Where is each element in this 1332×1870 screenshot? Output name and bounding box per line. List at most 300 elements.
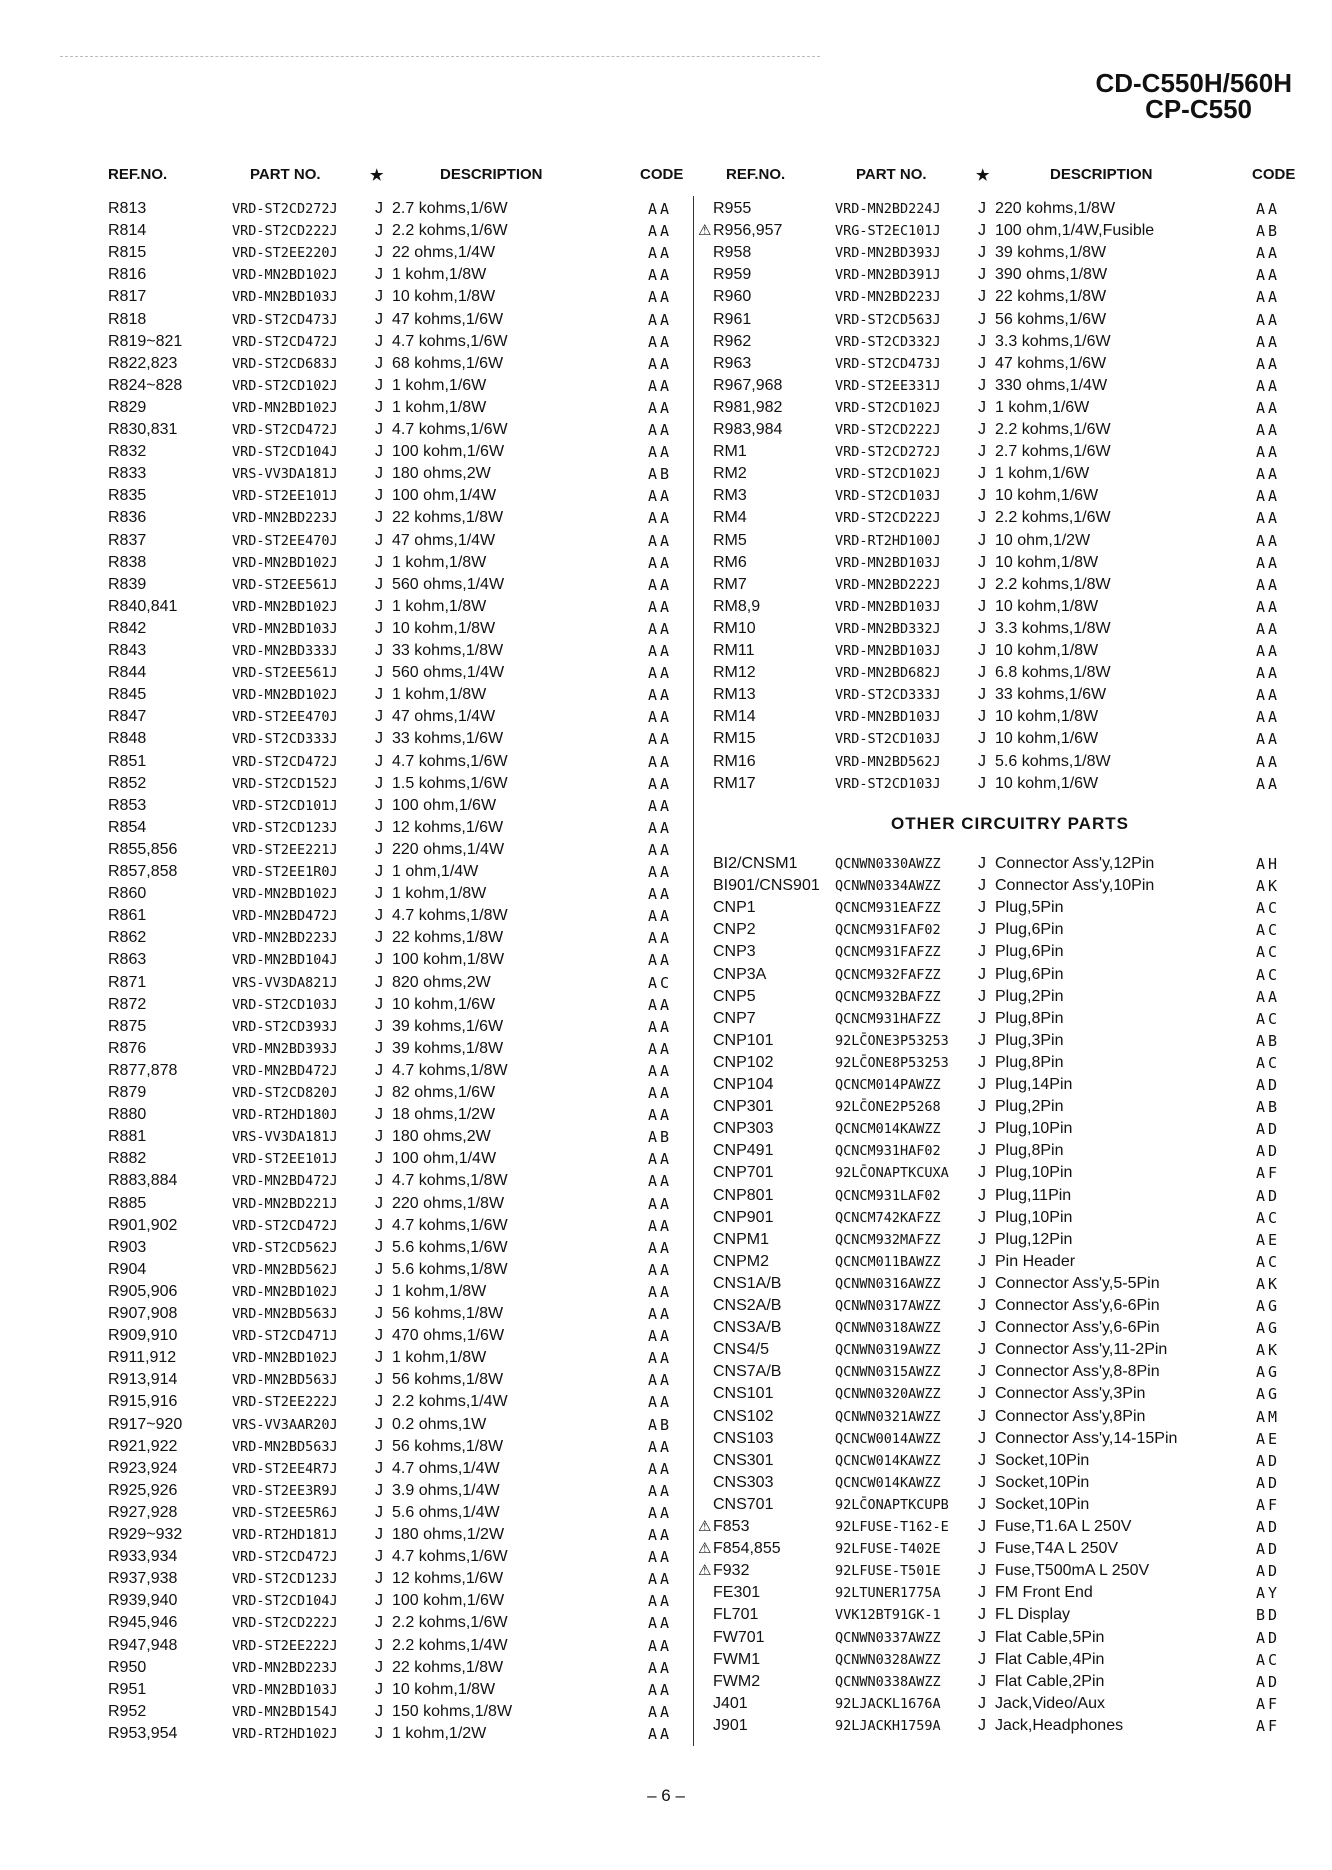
code: AA xyxy=(648,288,673,307)
ref-no: R835 xyxy=(108,487,147,505)
part-no: VRD-ST2CD472J xyxy=(232,333,338,350)
description: 5.6 kohms,1/6W xyxy=(392,1238,508,1256)
part-no: VRD-ST2CD222J xyxy=(835,422,941,438)
table-row xyxy=(0,1008,1332,1030)
description: 56 kohms,1/8W xyxy=(392,1437,504,1455)
ref-no: CNP303 xyxy=(713,1120,774,1138)
header-part: PART NO. xyxy=(250,166,321,183)
code: AA xyxy=(648,1702,673,1721)
code: AA xyxy=(648,1481,673,1500)
description: 22 kohms,1/8W xyxy=(392,1658,504,1676)
ref-no: R816 xyxy=(108,266,147,284)
part-no: VRD-MN2BD223J xyxy=(835,289,941,306)
mark: J xyxy=(375,929,383,947)
ref-no: R853 xyxy=(108,796,147,814)
table-row xyxy=(0,964,1332,986)
part-no: VRD-ST2CD473J xyxy=(232,311,338,328)
mark: J xyxy=(375,1636,383,1654)
part-no: VRD-MN2BD562J xyxy=(835,753,941,770)
ref-no: R881 xyxy=(108,1128,147,1146)
part-no: VRD-ST2EE222J xyxy=(232,1637,338,1654)
ref-no: R915,916 xyxy=(108,1393,178,1411)
part-no: VRD-ST2EE3R9J xyxy=(232,1482,338,1499)
part-no: VRD-MN2BD103J xyxy=(232,620,338,637)
ref-no: RM15 xyxy=(713,730,756,748)
safety-warning-icon: ⚠ xyxy=(698,1562,712,1580)
ref-no: R952 xyxy=(108,1702,147,1720)
ref-no: R840,841 xyxy=(108,597,178,615)
ref-no: R851 xyxy=(108,752,147,770)
mark: J xyxy=(375,1481,383,1499)
description: Socket,10Pin xyxy=(995,1473,1090,1491)
header-part-right: PART NO. xyxy=(856,166,927,183)
table-row xyxy=(0,1671,1332,1693)
mark: J xyxy=(978,855,986,872)
code: AE xyxy=(1256,1429,1281,1448)
mark: J xyxy=(375,1503,383,1521)
table-row xyxy=(0,919,1332,941)
header-ref: REF.NO. xyxy=(108,166,168,183)
description: 10 kohm,1/8W xyxy=(995,597,1099,615)
mark: J xyxy=(978,921,986,939)
part-no: VRD-ST2CD104J xyxy=(232,444,338,461)
mark: J xyxy=(978,730,986,748)
code: AA xyxy=(648,885,673,904)
code: AA xyxy=(648,1017,673,1036)
code: AD xyxy=(1256,1451,1281,1470)
table-row xyxy=(0,897,1332,919)
mark: J xyxy=(375,1106,383,1124)
description: 220 ohms,1/4W xyxy=(392,840,505,858)
mark: J xyxy=(978,1164,986,1182)
mark: J xyxy=(375,1172,383,1190)
part-no: QCNCW014KAWZZ xyxy=(835,1474,941,1491)
mark: J xyxy=(978,1252,986,1270)
part-no: VRG-ST2EC101J xyxy=(835,223,941,240)
part-no: VRS-VV3DA821J xyxy=(232,974,338,991)
part-no: QCNCW0014AWZZ xyxy=(835,1430,941,1447)
mark: J xyxy=(375,1238,383,1256)
table-row xyxy=(0,817,693,839)
ref-no: R911,912 xyxy=(108,1349,177,1367)
safety-warning-icon: ⚠ xyxy=(698,222,712,240)
table-row xyxy=(0,507,1332,529)
description: 33 kohms,1/8W xyxy=(392,642,504,659)
part-no: VRD-RT2HD180J xyxy=(232,1107,338,1124)
table-row xyxy=(0,1450,1332,1472)
part-no: QCNCM931FAFZZ xyxy=(835,944,941,961)
mark: J xyxy=(978,200,986,217)
table-row xyxy=(0,1649,1332,1671)
ref-no: R845 xyxy=(108,686,147,704)
code: AA xyxy=(648,730,673,749)
ref-no: R956,957 xyxy=(713,222,783,240)
part-no: VRD-MN2BD102J xyxy=(232,554,338,571)
table-row xyxy=(0,1560,1332,1582)
code: AC xyxy=(1256,1053,1281,1072)
table-row xyxy=(0,986,1332,1008)
table-row xyxy=(0,1693,1332,1715)
table-row xyxy=(0,1162,1332,1184)
code: AA xyxy=(1256,332,1281,351)
description: FL Display xyxy=(995,1606,1070,1624)
part-no: VVK12BT91GK-1 xyxy=(835,1607,941,1624)
table-row xyxy=(0,1627,1332,1649)
code: AA xyxy=(648,774,673,793)
ref-no: R863 xyxy=(108,951,147,969)
ref-no: BI901/CNS901 xyxy=(713,877,820,895)
mark: J xyxy=(375,818,383,836)
code: AA xyxy=(648,354,673,373)
code: AY xyxy=(1256,1584,1281,1603)
ref-no: R817 xyxy=(108,288,147,306)
part-no: VRD-ST2CD472J xyxy=(232,753,338,770)
code: AK xyxy=(1256,1341,1281,1360)
description: Connector Ass'y,6-6Pin xyxy=(995,1297,1160,1314)
description: Connector Ass'y,11-2Pin xyxy=(995,1341,1168,1359)
ref-no: R917~920 xyxy=(108,1415,183,1433)
part-no: QCNWN0338AWZZ xyxy=(835,1673,941,1690)
table-row xyxy=(0,773,1332,795)
description: 10 kohm,1/6W xyxy=(995,774,1099,792)
code: AA xyxy=(648,1084,673,1102)
table-row xyxy=(0,1582,1332,1604)
table-row xyxy=(0,1604,1332,1626)
ref-no: R953,954 xyxy=(108,1724,178,1742)
part-no: VRD-ST2CD272J xyxy=(232,201,338,217)
table-row xyxy=(0,1074,1332,1096)
part-no: VRD-ST2CD102J xyxy=(835,399,941,416)
mark: J xyxy=(375,1724,383,1742)
description: Plug,8Pin xyxy=(995,1009,1064,1027)
code: AA xyxy=(1256,288,1281,307)
mark: J xyxy=(978,1628,986,1646)
ref-no: CNP5 xyxy=(713,987,756,1005)
mark: J xyxy=(375,1459,383,1477)
table-row xyxy=(0,1030,1332,1052)
code: AA xyxy=(648,1282,673,1301)
mark: J xyxy=(375,222,383,240)
mark: J xyxy=(375,1061,383,1079)
description: 22 kohms,1/8W xyxy=(392,509,504,527)
mark: J xyxy=(978,1009,986,1027)
part-no: VRD-MN2BD472J xyxy=(232,1173,338,1190)
code: AA xyxy=(648,951,673,970)
code: AD xyxy=(1256,1473,1281,1492)
mark: J xyxy=(978,1716,986,1734)
part-no: VRD-ST2CD103J xyxy=(835,775,941,792)
description: 10 kohm,1/8W xyxy=(995,708,1099,726)
ref-no: CNP701 xyxy=(713,1164,774,1182)
mark: J xyxy=(978,1274,986,1292)
mark: J xyxy=(978,1562,986,1580)
part-no: VRD-RT2HD100J xyxy=(835,532,941,549)
part-no: VRD-MN2BD332J xyxy=(835,620,941,637)
part-no: QCNCM014PAWZZ xyxy=(835,1077,941,1093)
mark: J xyxy=(978,987,986,1005)
mark: J xyxy=(375,1216,383,1234)
part-no: VRD-MN2BD103J xyxy=(835,643,941,659)
description: 5.6 ohms,1/4W xyxy=(392,1503,500,1521)
mark: J xyxy=(375,1614,383,1632)
part-no: VRD-ST2CD102J xyxy=(835,466,941,483)
part-no: 92LC̄ONAPTKCUXA xyxy=(835,1165,949,1182)
ref-no: RM12 xyxy=(713,664,756,682)
code: AA xyxy=(648,907,673,926)
part-no: 92LFUSE-T162-E xyxy=(835,1519,949,1535)
mark: J xyxy=(978,1341,986,1359)
ref-no: CNS1A/B xyxy=(713,1274,782,1292)
description: 2.7 kohms,1/6W xyxy=(995,443,1111,461)
code: AA xyxy=(648,818,673,837)
description: 1 kohm,1/6W xyxy=(392,376,487,394)
code: AB xyxy=(648,1128,673,1147)
part-no: VRD-MN2BD104J xyxy=(232,952,338,969)
ref-no: R983,984 xyxy=(713,421,783,438)
description: 47 kohms,1/6W xyxy=(392,310,504,328)
table-row xyxy=(0,662,1332,684)
table-row xyxy=(0,853,1332,875)
ref-no: CNP2 xyxy=(713,921,756,939)
mark: J xyxy=(978,708,986,726)
code: AA xyxy=(648,686,673,705)
mark: J xyxy=(375,708,383,726)
description: 2.2 kohms,1/4W xyxy=(392,1636,508,1654)
description: 1 kohm,1/8W xyxy=(392,266,487,284)
code: AA xyxy=(648,1349,673,1368)
part-no: QCNWN0330AWZZ xyxy=(835,856,941,872)
ref-no: RM1 xyxy=(713,443,747,461)
part-no: VRD-ST2CD123J xyxy=(232,819,338,836)
part-no: VRD-MN2BD221J xyxy=(232,1195,338,1212)
part-no: QCNCM931HAFZZ xyxy=(835,1010,941,1027)
description: 100 ohm,1/4W xyxy=(392,1150,497,1168)
header-star-right: ★ xyxy=(976,167,990,184)
part-no: 92LJACKL1676A xyxy=(835,1695,941,1712)
mark: J xyxy=(375,885,383,903)
part-no: VRD-MN2BD223J xyxy=(232,930,338,947)
description: 560 ohms,1/4W xyxy=(392,664,505,682)
description: 330 ohms,1/4W xyxy=(995,376,1108,394)
code: AA xyxy=(648,840,673,859)
ref-no: R981,982 xyxy=(713,398,783,416)
code: AA xyxy=(1256,774,1281,793)
ref-no: R829 xyxy=(108,398,147,416)
mark: J xyxy=(978,664,986,682)
ref-no: R852 xyxy=(108,774,147,792)
table-row xyxy=(0,1273,1332,1295)
code: AA xyxy=(648,1061,673,1080)
table-row xyxy=(0,1185,1332,1207)
description: Plug,6Pin xyxy=(995,943,1064,961)
description: 1 kohm,1/8W xyxy=(392,597,487,615)
description: 2.2 kohms,1/6W xyxy=(392,1614,508,1632)
ref-no: R907,908 xyxy=(108,1305,178,1322)
description: 100 ohm,1/4W xyxy=(392,487,497,505)
mark: J xyxy=(375,332,383,350)
mark: J xyxy=(375,619,383,637)
ref-no: R818 xyxy=(108,310,147,328)
description: 820 ohms,2W xyxy=(392,973,491,991)
table-row xyxy=(0,1317,1332,1339)
ref-no: R854 xyxy=(108,818,147,836)
code: AA xyxy=(648,266,673,285)
ref-no: R847 xyxy=(108,708,147,726)
description: 39 kohms,1/6W xyxy=(392,1017,504,1035)
code: AA xyxy=(1256,244,1281,263)
ref-no: R882 xyxy=(108,1150,147,1168)
part-no: VRD-MN2BD682J xyxy=(835,665,941,682)
part-no: QCNCM931HAF02 xyxy=(835,1143,941,1160)
description: 2.2 kohms,1/8W xyxy=(995,575,1111,593)
ref-no: CNS701 xyxy=(713,1495,774,1513)
mark: J xyxy=(375,465,383,483)
ref-no: R913,914 xyxy=(108,1371,178,1389)
ref-no: R905,906 xyxy=(108,1282,178,1300)
description: 82 ohms,1/6W xyxy=(392,1084,496,1101)
table-row xyxy=(0,353,1332,375)
mark: J xyxy=(375,266,383,284)
ref-no: F853 xyxy=(713,1518,750,1535)
part-no: VRD-ST2EE561J xyxy=(232,665,338,682)
mark: J xyxy=(375,1305,383,1322)
part-no: VRD-ST2CD222J xyxy=(232,1615,338,1632)
code: AB xyxy=(1256,1031,1281,1050)
mark: J xyxy=(375,1039,383,1057)
code: AA xyxy=(648,1150,673,1169)
mark: J xyxy=(375,487,383,505)
description: Plug,6Pin xyxy=(995,965,1064,983)
part-no: VRD-ST2CD333J xyxy=(835,687,941,704)
code: AD xyxy=(1256,1186,1281,1205)
part-no: QCNCM931FAF02 xyxy=(835,922,941,939)
part-no: VRD-ST2CD103J xyxy=(835,731,941,748)
ref-no: R962 xyxy=(713,332,752,350)
description: 2.2 kohms,1/6W xyxy=(392,222,508,240)
table-row xyxy=(0,1383,1332,1405)
mark: J xyxy=(375,1282,383,1300)
code: AA xyxy=(648,1238,673,1257)
mark: J xyxy=(375,1017,383,1035)
ref-no: R819~821 xyxy=(108,332,183,350)
ref-no: CNP7 xyxy=(713,1009,756,1027)
mark: J xyxy=(375,398,383,416)
description: 39 kohms,1/8W xyxy=(995,244,1107,262)
part-no: QCNWN0320AWZZ xyxy=(835,1386,941,1403)
part-no: VRD-ST2CD563J xyxy=(835,311,941,328)
header-code-right: CODE xyxy=(1252,166,1296,183)
description: 470 ohms,1/6W xyxy=(392,1327,505,1345)
mark: J xyxy=(375,1702,383,1720)
part-no: VRD-MN2BD102J xyxy=(232,399,338,416)
description: Plug,14Pin xyxy=(995,1076,1073,1093)
part-no: QCNCM932MAFZZ xyxy=(835,1231,941,1248)
code: AA xyxy=(648,1216,673,1235)
part-no: VRD-ST2CD472J xyxy=(232,1217,338,1234)
code: AB xyxy=(648,1415,673,1434)
code: AA xyxy=(648,398,673,417)
mark: J xyxy=(978,1407,986,1425)
ref-no: R885 xyxy=(108,1194,147,1212)
part-no: 92LTUNER1775A xyxy=(835,1585,941,1602)
description: 560 ohms,1/4W xyxy=(392,575,505,593)
ref-no: CNS4/5 xyxy=(713,1341,770,1359)
description: 56 kohms,1/6W xyxy=(995,310,1107,328)
ref-no: R838 xyxy=(108,553,147,571)
part-no: QCNWN0319AWZZ xyxy=(835,1342,941,1359)
mark: J xyxy=(978,1230,986,1248)
code: AC xyxy=(1256,899,1281,918)
mark: J xyxy=(978,774,986,792)
table-row xyxy=(0,574,1332,596)
ref-no: R860 xyxy=(108,885,147,903)
table-row xyxy=(0,751,1332,773)
ref-no: R836 xyxy=(108,509,147,527)
description: 1 kohm,1/8W xyxy=(392,686,487,704)
mark: J xyxy=(978,575,986,593)
code: AA xyxy=(1256,509,1281,528)
part-no: VRD-MN2BD393J xyxy=(835,245,941,262)
mark: J xyxy=(978,1053,986,1071)
part-no: VRD-MN2BD563J xyxy=(232,1306,338,1322)
mark: J xyxy=(978,266,986,284)
mark: J xyxy=(375,443,383,461)
page-number: – 6 – xyxy=(647,1786,685,1805)
mark: J xyxy=(978,487,986,505)
part-no: VRD-ST2EE221J xyxy=(232,841,338,858)
header-ref-right: REF.NO. xyxy=(726,166,786,183)
description: 1 kohm,1/6W xyxy=(995,398,1090,416)
mark: J xyxy=(978,509,986,527)
table-row xyxy=(0,331,1332,353)
mark: J xyxy=(978,398,986,416)
mark: J xyxy=(375,1349,383,1367)
part-no: VRD-ST2EE220J xyxy=(232,245,338,262)
code: AG xyxy=(1256,1297,1281,1315)
ref-no: R848 xyxy=(108,730,147,748)
description: 10 kohm,1/8W xyxy=(392,619,496,637)
part-no: VRD-ST2CD472J xyxy=(232,1549,338,1566)
table-row xyxy=(0,1251,1332,1273)
table-row xyxy=(0,1118,1332,1140)
code: AA xyxy=(1256,664,1281,683)
mark: J xyxy=(978,899,986,917)
ref-no: CNS102 xyxy=(713,1407,774,1425)
description: FM Front End xyxy=(995,1584,1093,1602)
description: Plug,10Pin xyxy=(995,1164,1073,1182)
part-no: VRD-ST2CD103J xyxy=(835,488,941,505)
code: AG xyxy=(1256,1363,1281,1382)
ref-no: CNP491 xyxy=(713,1142,774,1160)
part-no: VRD-ST2CD473J xyxy=(835,355,941,372)
code: AA xyxy=(1256,200,1281,218)
part-no: VRD-ST2CD332J xyxy=(835,333,941,350)
ref-no: CNS7A/B xyxy=(713,1363,782,1381)
table-row xyxy=(0,264,1332,286)
description: 33 kohms,1/6W xyxy=(392,730,504,748)
part-no: VRD-ST2CD102J xyxy=(232,377,338,394)
part-no: QCNCM742KAFZZ xyxy=(835,1209,941,1226)
table-row xyxy=(0,309,1332,331)
ref-no: RM16 xyxy=(713,752,756,770)
ref-no: R814 xyxy=(108,222,147,240)
part-no: VRD-MN2BD223J xyxy=(232,510,338,527)
description: 56 kohms,1/8W xyxy=(392,1305,504,1322)
mark: J xyxy=(978,310,986,328)
ref-no: R933,934 xyxy=(108,1548,178,1566)
code: AA xyxy=(1256,266,1281,285)
part-no: VRD-MN2BD393J xyxy=(232,1040,338,1057)
